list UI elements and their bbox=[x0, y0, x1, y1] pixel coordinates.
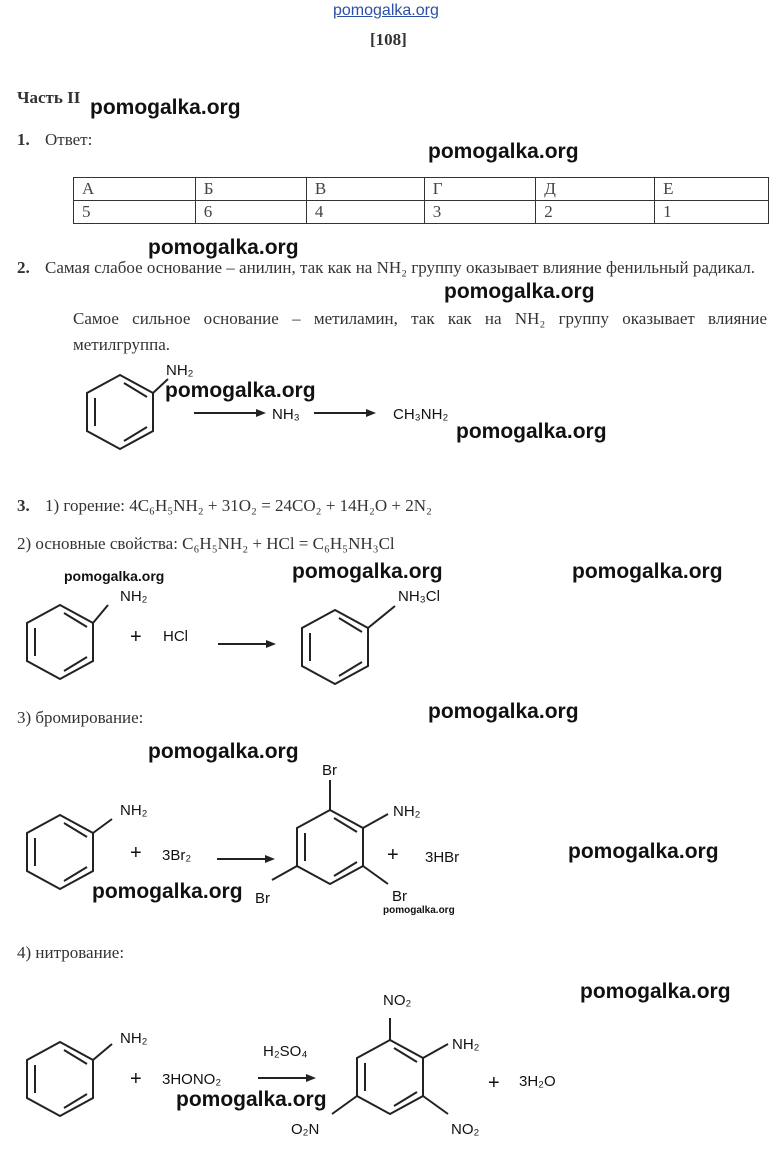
watermark: pomogalka.org bbox=[64, 568, 165, 584]
aniline-structure bbox=[20, 1032, 100, 1122]
answer-table-header-row bbox=[74, 178, 769, 201]
aniline-structure bbox=[20, 805, 100, 895]
amine-label: NH₂ bbox=[120, 588, 148, 605]
table-cell: 2 bbox=[536, 201, 655, 224]
q3-nitration: 4) нитрование: bbox=[17, 943, 125, 962]
arrow-icon bbox=[217, 854, 275, 864]
q1-number: 1. bbox=[17, 130, 30, 149]
amine-label: NH₂ bbox=[393, 803, 421, 820]
table-cell: 6 bbox=[195, 201, 306, 224]
bromine-reagent-label: 3Br₂ bbox=[162, 847, 192, 864]
nitro-group-label: NO₂ bbox=[451, 1121, 480, 1138]
plus-sign: + bbox=[130, 626, 142, 648]
q3-basic-properties: 2) основные свойства: C₆H₅NH₂ + HCl = C₆H₅NH₃Cl bbox=[17, 534, 395, 553]
part-title: Часть II bbox=[17, 88, 81, 107]
q3-bromination: 3) бромирование: bbox=[17, 708, 144, 727]
ammonium-chloride-label: NH₃Cl bbox=[398, 588, 440, 605]
bromine-label: Br bbox=[255, 890, 270, 907]
table-cell: Д bbox=[536, 178, 655, 201]
amine-label: NH₂ bbox=[120, 1030, 148, 1047]
watermark: pomogalka.org bbox=[148, 236, 299, 259]
tribromoaniline-structure bbox=[290, 800, 390, 900]
nitric-acid-label: 3HONO₂ bbox=[162, 1071, 222, 1088]
q2-number: 2. bbox=[17, 258, 30, 277]
arrow-icon bbox=[258, 1073, 316, 1083]
watermark: pomogalka.org bbox=[165, 379, 316, 402]
amine-label: NH₂ bbox=[452, 1036, 480, 1053]
arrow-icon bbox=[218, 639, 276, 649]
page-number: [108] bbox=[370, 30, 407, 49]
table-cell: В bbox=[306, 178, 424, 201]
hydrogen-bromide-label: 3HBr bbox=[425, 849, 460, 866]
water-label: 3H₂O bbox=[519, 1073, 556, 1090]
table-cell: Е bbox=[655, 178, 769, 201]
anilinium-chloride-structure bbox=[295, 600, 375, 690]
watermark: pomogalka.org bbox=[90, 96, 241, 119]
ammonia-label: NH₃ bbox=[272, 406, 300, 423]
hcl-label: HCl bbox=[163, 628, 188, 645]
nitro-group-label: NO₂ bbox=[383, 992, 412, 1009]
bromine-label: Br bbox=[392, 888, 407, 905]
bromine-label: Br bbox=[322, 762, 337, 779]
arrow-icon bbox=[194, 408, 266, 418]
sulfuric-acid-label: H₂SO₄ bbox=[263, 1043, 308, 1060]
table-cell: 3 bbox=[424, 201, 536, 224]
watermark: pomogalka.org bbox=[568, 840, 719, 863]
q2-paragraph-2: Самое сильное основание – метиламин, так как на NH₂ группу оказывает влияние метилгруппа. bbox=[73, 309, 767, 354]
q1-label: Ответ: bbox=[45, 130, 93, 149]
watermark: pomogalka.org bbox=[148, 740, 299, 763]
table-cell: Г bbox=[424, 178, 536, 201]
watermark: pomogalka.org bbox=[92, 880, 243, 903]
watermark: pomogalka.org bbox=[292, 560, 443, 583]
table-cell: 5 bbox=[74, 201, 196, 224]
watermark: pomogalka.org bbox=[428, 140, 579, 163]
plus-sign: + bbox=[130, 1068, 142, 1090]
q3-number: 3. bbox=[17, 496, 30, 515]
methylamine-label: CH₃NH₂ bbox=[393, 406, 449, 423]
plus-sign: + bbox=[488, 1072, 500, 1094]
q2-paragraph-1: Самая слабое основание – анилин, так как на NH₂ группу оказывает влияние фенильный радикал. bbox=[45, 258, 756, 277]
watermark: pomogalka.org bbox=[428, 700, 579, 723]
aniline-structure bbox=[80, 365, 160, 455]
nitro-group-label: O₂N bbox=[291, 1121, 320, 1138]
watermark: pomogalka.org bbox=[444, 280, 595, 303]
table-cell: 4 bbox=[306, 201, 424, 224]
table-cell: 1 bbox=[655, 201, 769, 224]
aniline-structure bbox=[20, 595, 100, 685]
site-header-link[interactable]: pomogalka.org bbox=[333, 2, 439, 19]
watermark: pomogalka.org bbox=[572, 560, 723, 583]
table-cell: Б bbox=[195, 178, 306, 201]
answer-table bbox=[73, 177, 769, 224]
arrow-icon bbox=[314, 408, 376, 418]
table-cell: А bbox=[74, 178, 196, 201]
watermark: pomogalka.org bbox=[176, 1088, 327, 1111]
amine-label: NH₂ bbox=[166, 362, 194, 379]
answer-table-value-row bbox=[74, 201, 769, 224]
amine-label: NH₂ bbox=[120, 802, 148, 819]
plus-sign: + bbox=[130, 842, 142, 864]
watermark: pomogalka.org bbox=[580, 980, 731, 1003]
q3-combustion: 1) горение: 4C₆H₅NH₂ + 31O₂ = 24CO₂ + 14H₂O + 2N₂ bbox=[45, 496, 432, 515]
plus-sign: + bbox=[387, 844, 399, 866]
watermark: pomogalka.org bbox=[456, 420, 607, 443]
trinitroaniline-structure bbox=[350, 1030, 450, 1130]
watermark: pomogalka.org bbox=[383, 905, 455, 916]
